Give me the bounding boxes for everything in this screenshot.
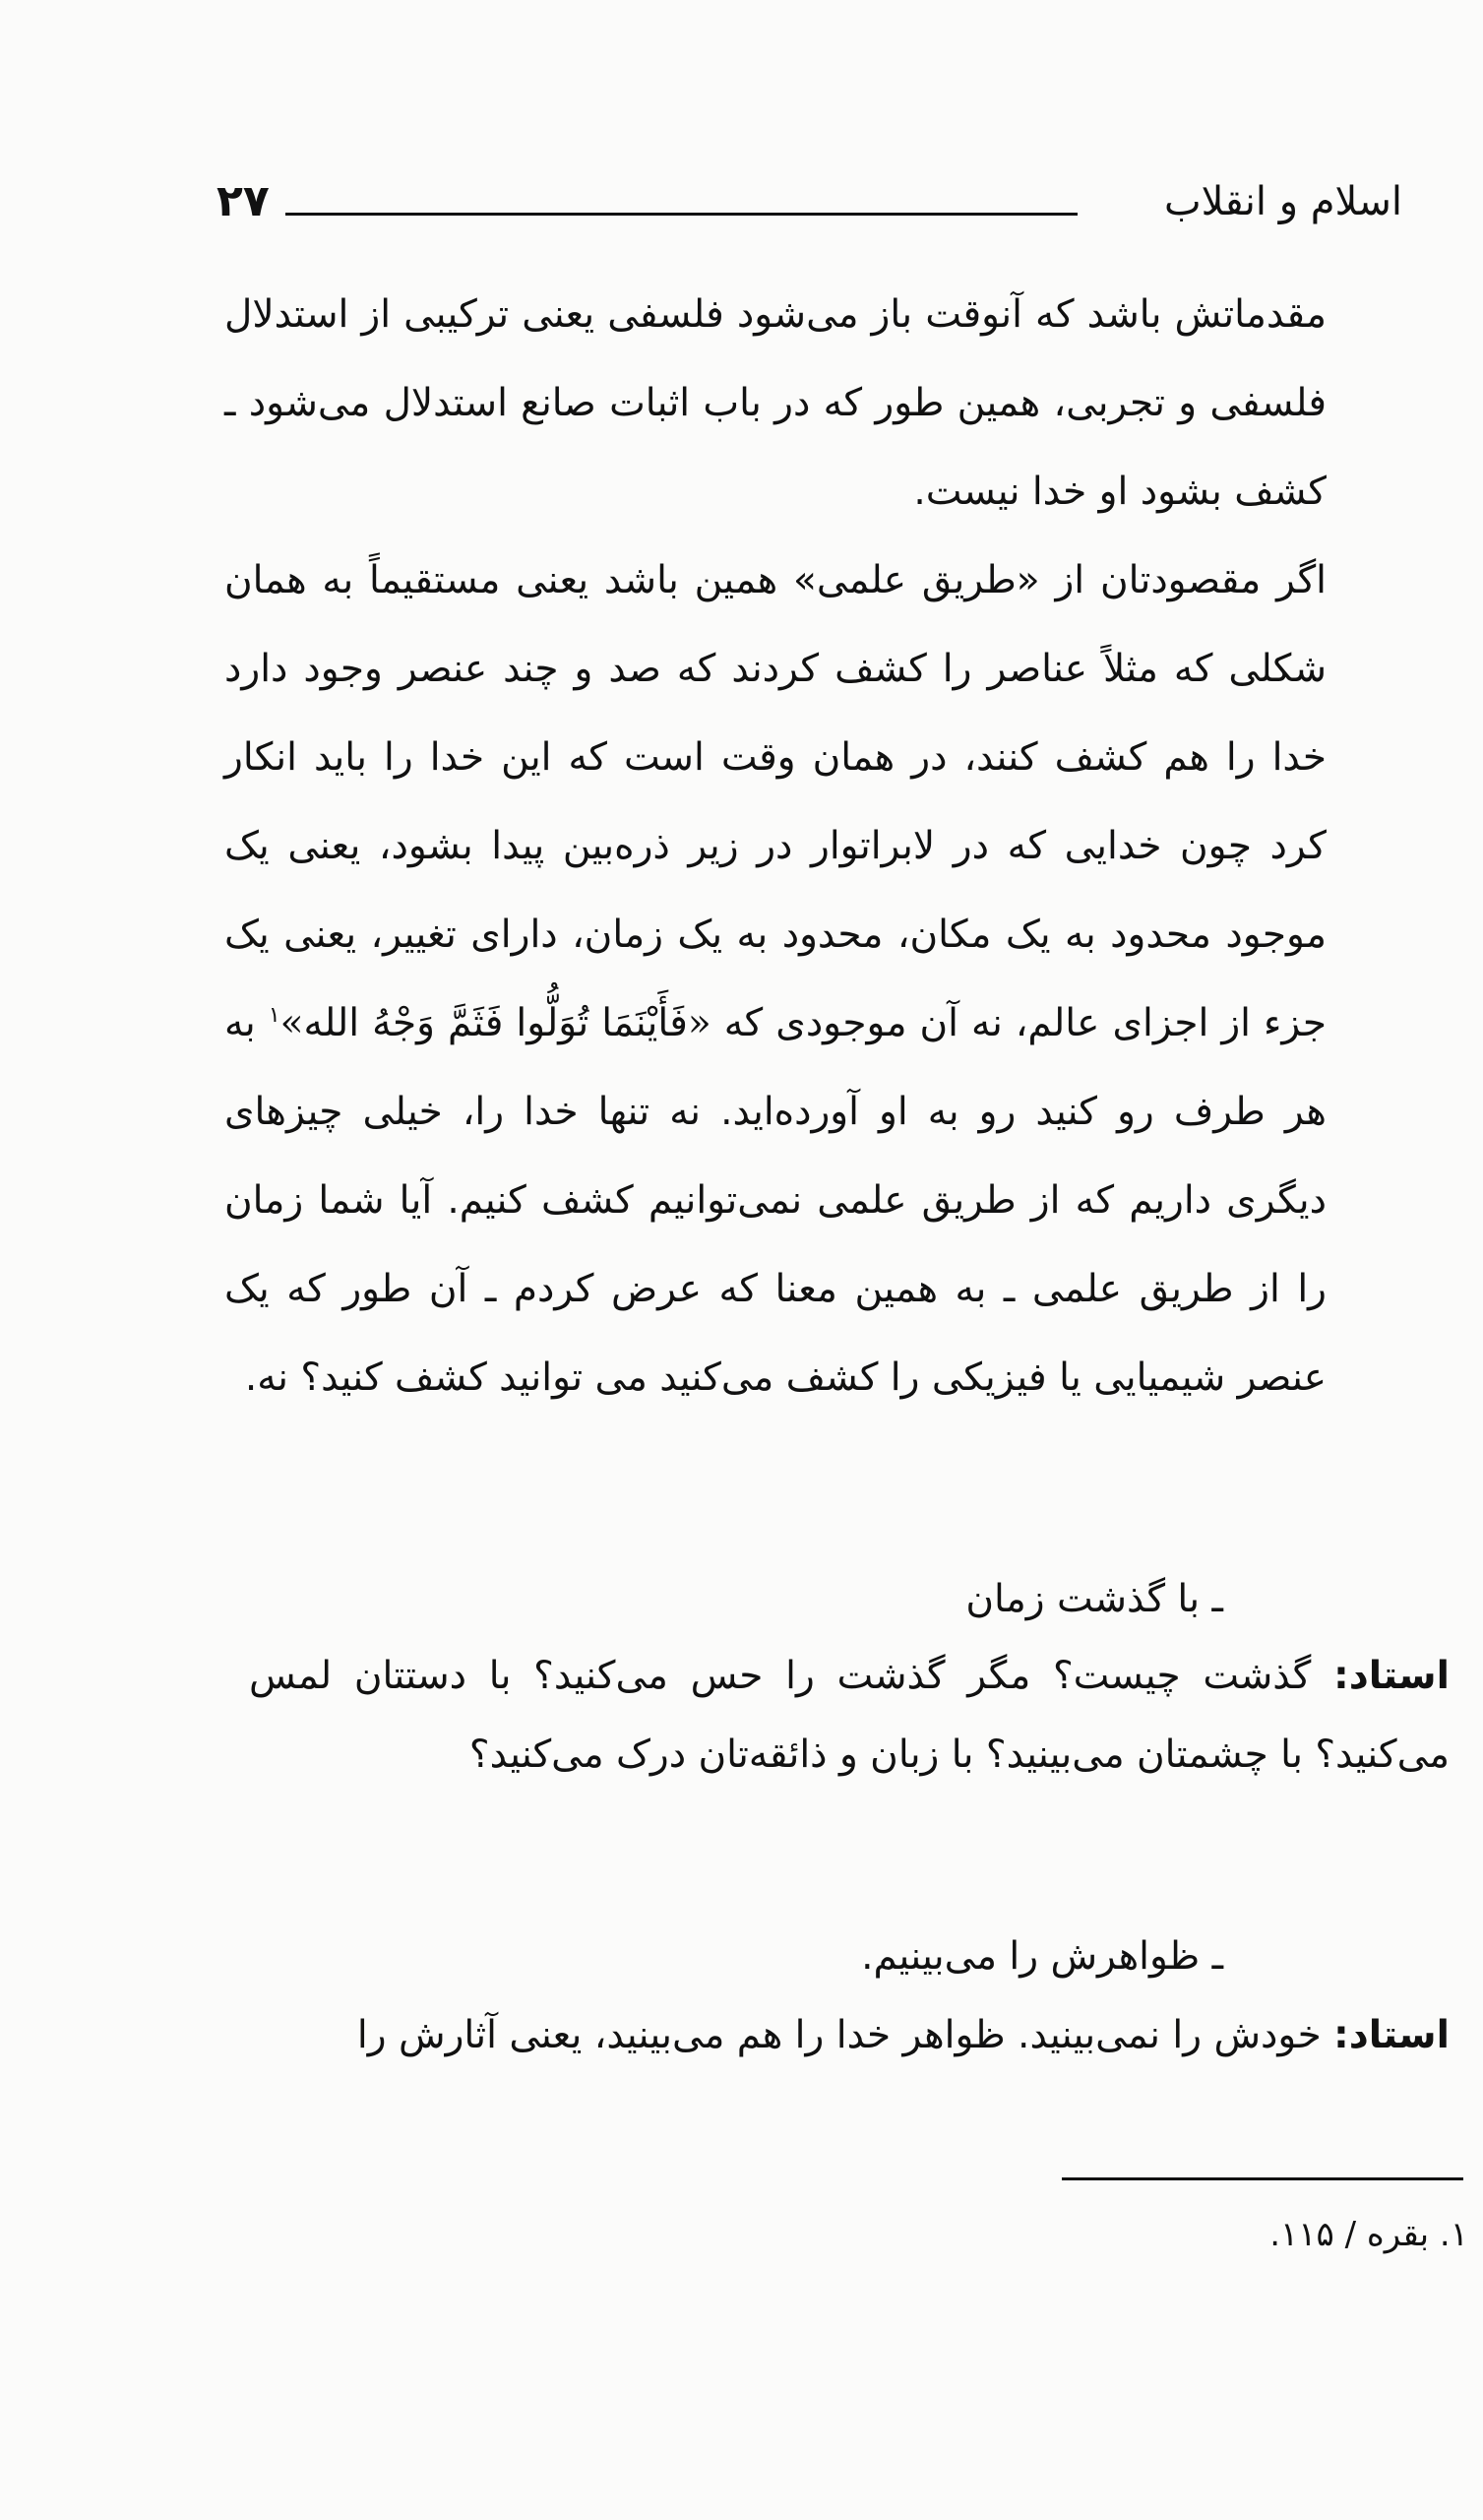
header-rule: [285, 213, 1078, 216]
paragraph-2-part-1: اگر مقصودتان از «طریق علمی» همین باشد یعنی مستقیماً به همان شکلی که مثلاً عناصر را کشف کردند که صد و چند عنصر وجود دارد خدا را هم کشف کنند، در همان وقت است که این خدا را باید انکار کرد چون خدایی که در لابراتوار در زیر ذره‌بین پیدا بشود، یعنی یک موجود محدود به یک مکان، محدود به یک زمان، دارای تغییر، یعنی یک جزء از اجزای عالم، نه آن موجودی که: [224, 558, 1327, 1045]
answer-1: [249, 1637, 1450, 1795]
footnote: ۱. بقره / ۱۱۵.: [1269, 2215, 1468, 2254]
question-1: ـ با گذشت زمان: [965, 1577, 1223, 1621]
answer-2-text: خودش را نمی‌بینید. ظواهر خدا را هم می‌بینید، یعنی آثارش را: [356, 2013, 1322, 2057]
speaker-label: استاد:: [1333, 1654, 1450, 1698]
answer-2: [249, 1996, 1450, 2075]
paragraph-2: [224, 536, 1327, 1422]
page-number: ۲۷: [216, 176, 270, 226]
footnote-marker: ۱: [268, 1003, 280, 1028]
paragraph-2-part-2: به هر طرف رو کنید رو به او آورده‌اید. نه تنها خدا را، خیلی چیزهای دیگری داریم که از طریق علمی نمی‌توانیم کشف کنیم. آیا شما زمان را از طریق علمی ـ به همین معنا که عرض کردم ـ آن طور که یک عنصر شیمیایی یا فیزیکی را کشف می‌کنید می توانید کشف کنید؟ نه.: [224, 1001, 1327, 1400]
question-2: ـ ظواهرش را می‌بینیم.: [861, 1934, 1223, 1979]
book-title: اسلام و انقلاب: [1163, 179, 1402, 224]
running-header: [216, 167, 1402, 236]
main-text: [224, 271, 1327, 1422]
footnote-rule: [1062, 2177, 1463, 2180]
paragraph-1: مقدماتش باشد که آنوقت باز می‌شود فلسفی یعنی ترکیبی از استدلال فلسفی و تجربی، همین طور که در باب اثبات صانع استدلال می‌شود ـ کشف بشود او خدا نیست.: [224, 292, 1327, 514]
quran-verse: «فَأَيْنَمَا تُوَلُّوا فَثَمَّ وَجْهُ الله»: [279, 1001, 711, 1045]
answer-1-text: گذشت چیست؟ مگر گذشت را حس می‌کنید؟ با دستتان لمس می‌کنید؟ با چشمتان می‌بینید؟ با زبان و ذائقه‌تان درک می‌کنید؟: [249, 1654, 1450, 1777]
speaker-label: استاد:: [1333, 2013, 1450, 2057]
